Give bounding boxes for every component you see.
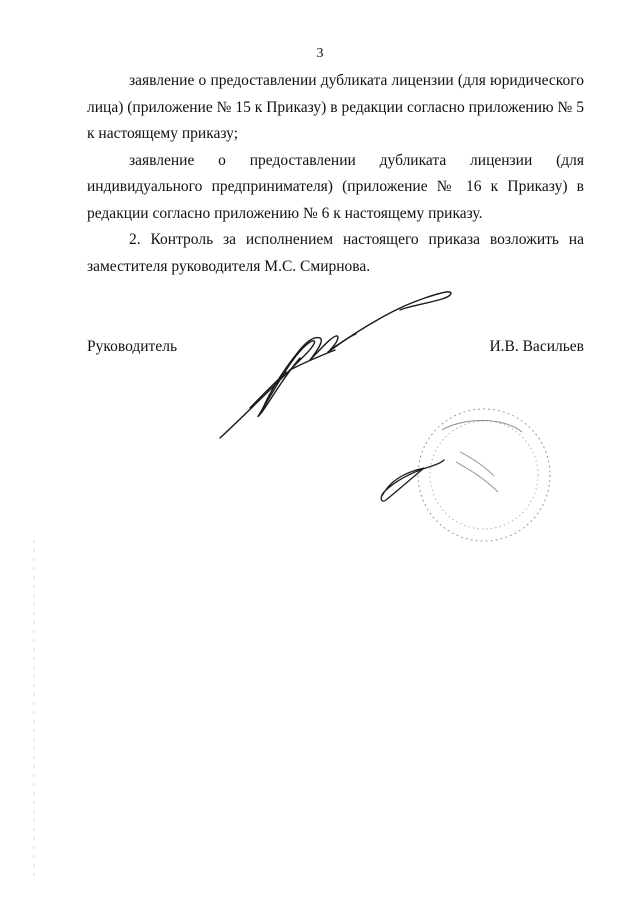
paragraph-1: заявление о предоставлении дубликата лицензии (для юридического лица) (приложение № 15 к Приказу) в редакции согласно приложению № 5 к настоящему приказу;: [87, 72, 584, 142]
paragraph-2: заявление о предоставлении дубликата лицензии (для индивидуального предпринимателя) (приложение № 16 к Приказу) в редакции согласно приложению № 6 к настоящему приказу.: [87, 151, 584, 222]
paragraph-3: 2. Контроль за исполнением настоящего приказа возложить на заместителя руководителя М.С. Смирнова.: [87, 231, 584, 275]
document-body: [87, 68, 584, 280]
signer-title: Руководитель: [87, 338, 178, 355]
official-stamp: [372, 400, 552, 550]
page-number: 3: [316, 46, 324, 61]
scan-edge-mark: [33, 540, 35, 880]
signer-name: И.В. Васильев: [489, 338, 584, 355]
